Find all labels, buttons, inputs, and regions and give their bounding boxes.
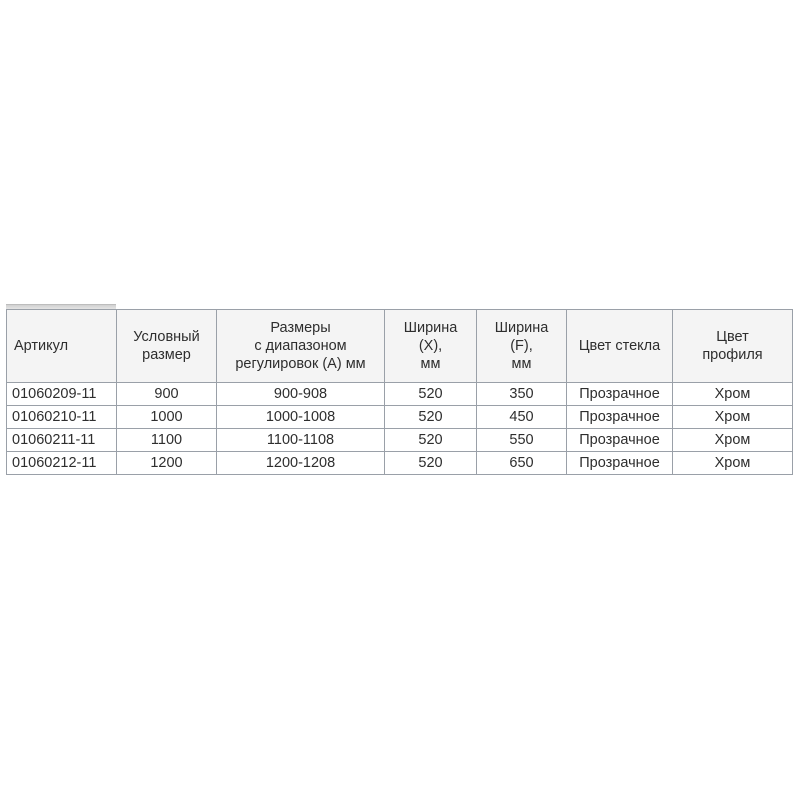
cell-nominal-size: 1200 bbox=[117, 452, 217, 475]
cell-nominal-size: 1100 bbox=[117, 429, 217, 452]
header-article: Артикул bbox=[7, 310, 117, 383]
cell-width-x: 520 bbox=[385, 452, 477, 475]
cell-article: 01060211-11 bbox=[7, 429, 117, 452]
cell-profile-color: Хром bbox=[673, 429, 793, 452]
cell-dimensions-range: 900-908 bbox=[217, 383, 385, 406]
cell-article: 01060209-11 bbox=[7, 383, 117, 406]
cell-dimensions-range: 1100-1108 bbox=[217, 429, 385, 452]
cell-glass-color: Прозрачное bbox=[567, 406, 673, 429]
cell-dimensions-range: 1000-1008 bbox=[217, 406, 385, 429]
table-row bbox=[7, 452, 793, 475]
cell-width-f: 350 bbox=[477, 383, 567, 406]
header-width-f: Ширина (F), мм bbox=[477, 310, 567, 383]
table-row bbox=[7, 406, 793, 429]
cell-nominal-size: 900 bbox=[117, 383, 217, 406]
table-row bbox=[7, 429, 793, 452]
cell-width-f: 450 bbox=[477, 406, 567, 429]
product-spec-table bbox=[6, 309, 793, 475]
header-nominal-size: Условный размер bbox=[117, 310, 217, 383]
cell-width-f: 650 bbox=[477, 452, 567, 475]
cell-profile-color: Хром bbox=[673, 383, 793, 406]
cell-article: 01060212-11 bbox=[7, 452, 117, 475]
header-dimensions-range: Размеры с диапазоном регулировок (А) мм bbox=[217, 310, 385, 383]
header-glass-color: Цвет стекла bbox=[567, 310, 673, 383]
header-width-x: Ширина (X), мм bbox=[385, 310, 477, 383]
cell-nominal-size: 1000 bbox=[117, 406, 217, 429]
cell-width-x: 520 bbox=[385, 383, 477, 406]
cell-article: 01060210-11 bbox=[7, 406, 117, 429]
table-header-row bbox=[7, 310, 793, 383]
cell-width-x: 520 bbox=[385, 406, 477, 429]
cell-glass-color: Прозрачное bbox=[567, 452, 673, 475]
cell-width-f: 550 bbox=[477, 429, 567, 452]
table-row bbox=[7, 383, 793, 406]
cell-dimensions-range: 1200-1208 bbox=[217, 452, 385, 475]
cell-glass-color: Прозрачное bbox=[567, 429, 673, 452]
cell-profile-color: Хром bbox=[673, 452, 793, 475]
cell-glass-color: Прозрачное bbox=[567, 383, 673, 406]
cell-width-x: 520 bbox=[385, 429, 477, 452]
cell-profile-color: Хром bbox=[673, 406, 793, 429]
header-profile-color: Цвет профиля bbox=[673, 310, 793, 383]
